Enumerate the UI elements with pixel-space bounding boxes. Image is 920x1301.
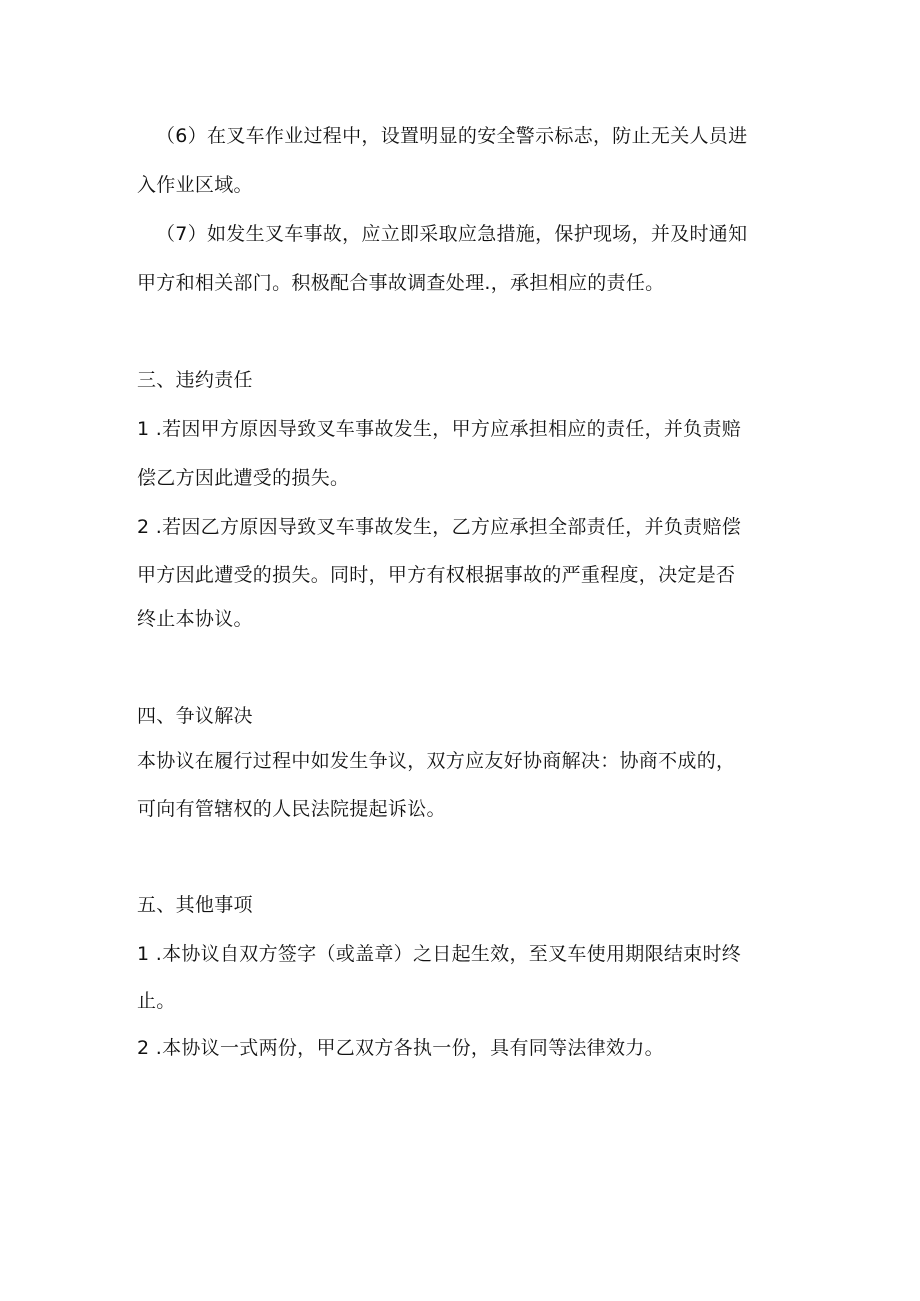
section4-p1-line1: 本协议在履行过程中如发生争议，双方应友好协商解决：协商不成的， [137, 750, 736, 772]
section3-p2-line1: 2 .若因乙方原因导致叉车事故发生，乙方应承担全部责任，并负责赔偿 [137, 516, 742, 538]
section5-p2-line1: 2 .本协议一式两份，甲乙双方各执一份，具有同等法律效力。 [137, 1037, 664, 1059]
section5-heading: 五、其他事项 [137, 894, 253, 916]
section3-p2-line2: 甲方因此遭受的损失。同时，甲方有权根据事故的严重程度，决定是否 [137, 564, 736, 586]
section4-heading: 四、争议解决 [137, 705, 253, 727]
section5-p1-line1: 1 .本协议自双方签字（或盖章）之日起生效，至叉车使用期限结束时终 [137, 943, 742, 965]
section4-p1-line2: 可向有管辖权的人民法院提起诉讼。 [137, 798, 446, 820]
item6-line2: 入作业区域。 [137, 174, 253, 196]
section3-heading: 三、违约责任 [137, 369, 253, 391]
section5-p1-line2: 止。 [137, 990, 176, 1012]
item7-line1: （7）如发生叉车事故，应立即采取应急措施，保护现场，并及时通知 [156, 223, 748, 245]
section3-p2-line3: 终止本协议。 [137, 608, 253, 630]
section3-p1-line1: 1 .若因甲方原因导致叉车事故发生，甲方应承担相应的责任，并负责赔 [137, 418, 742, 440]
item7-line2: 甲方和相关部门。积极配合事故调查处理.，承担相应的责任。 [137, 272, 665, 294]
section3-p1-line2: 偿乙方因此遭受的损失。 [137, 467, 350, 489]
item6-line1: （6）在叉车作业过程中，设置明显的安全警示标志，防止无关人员进 [156, 125, 748, 147]
